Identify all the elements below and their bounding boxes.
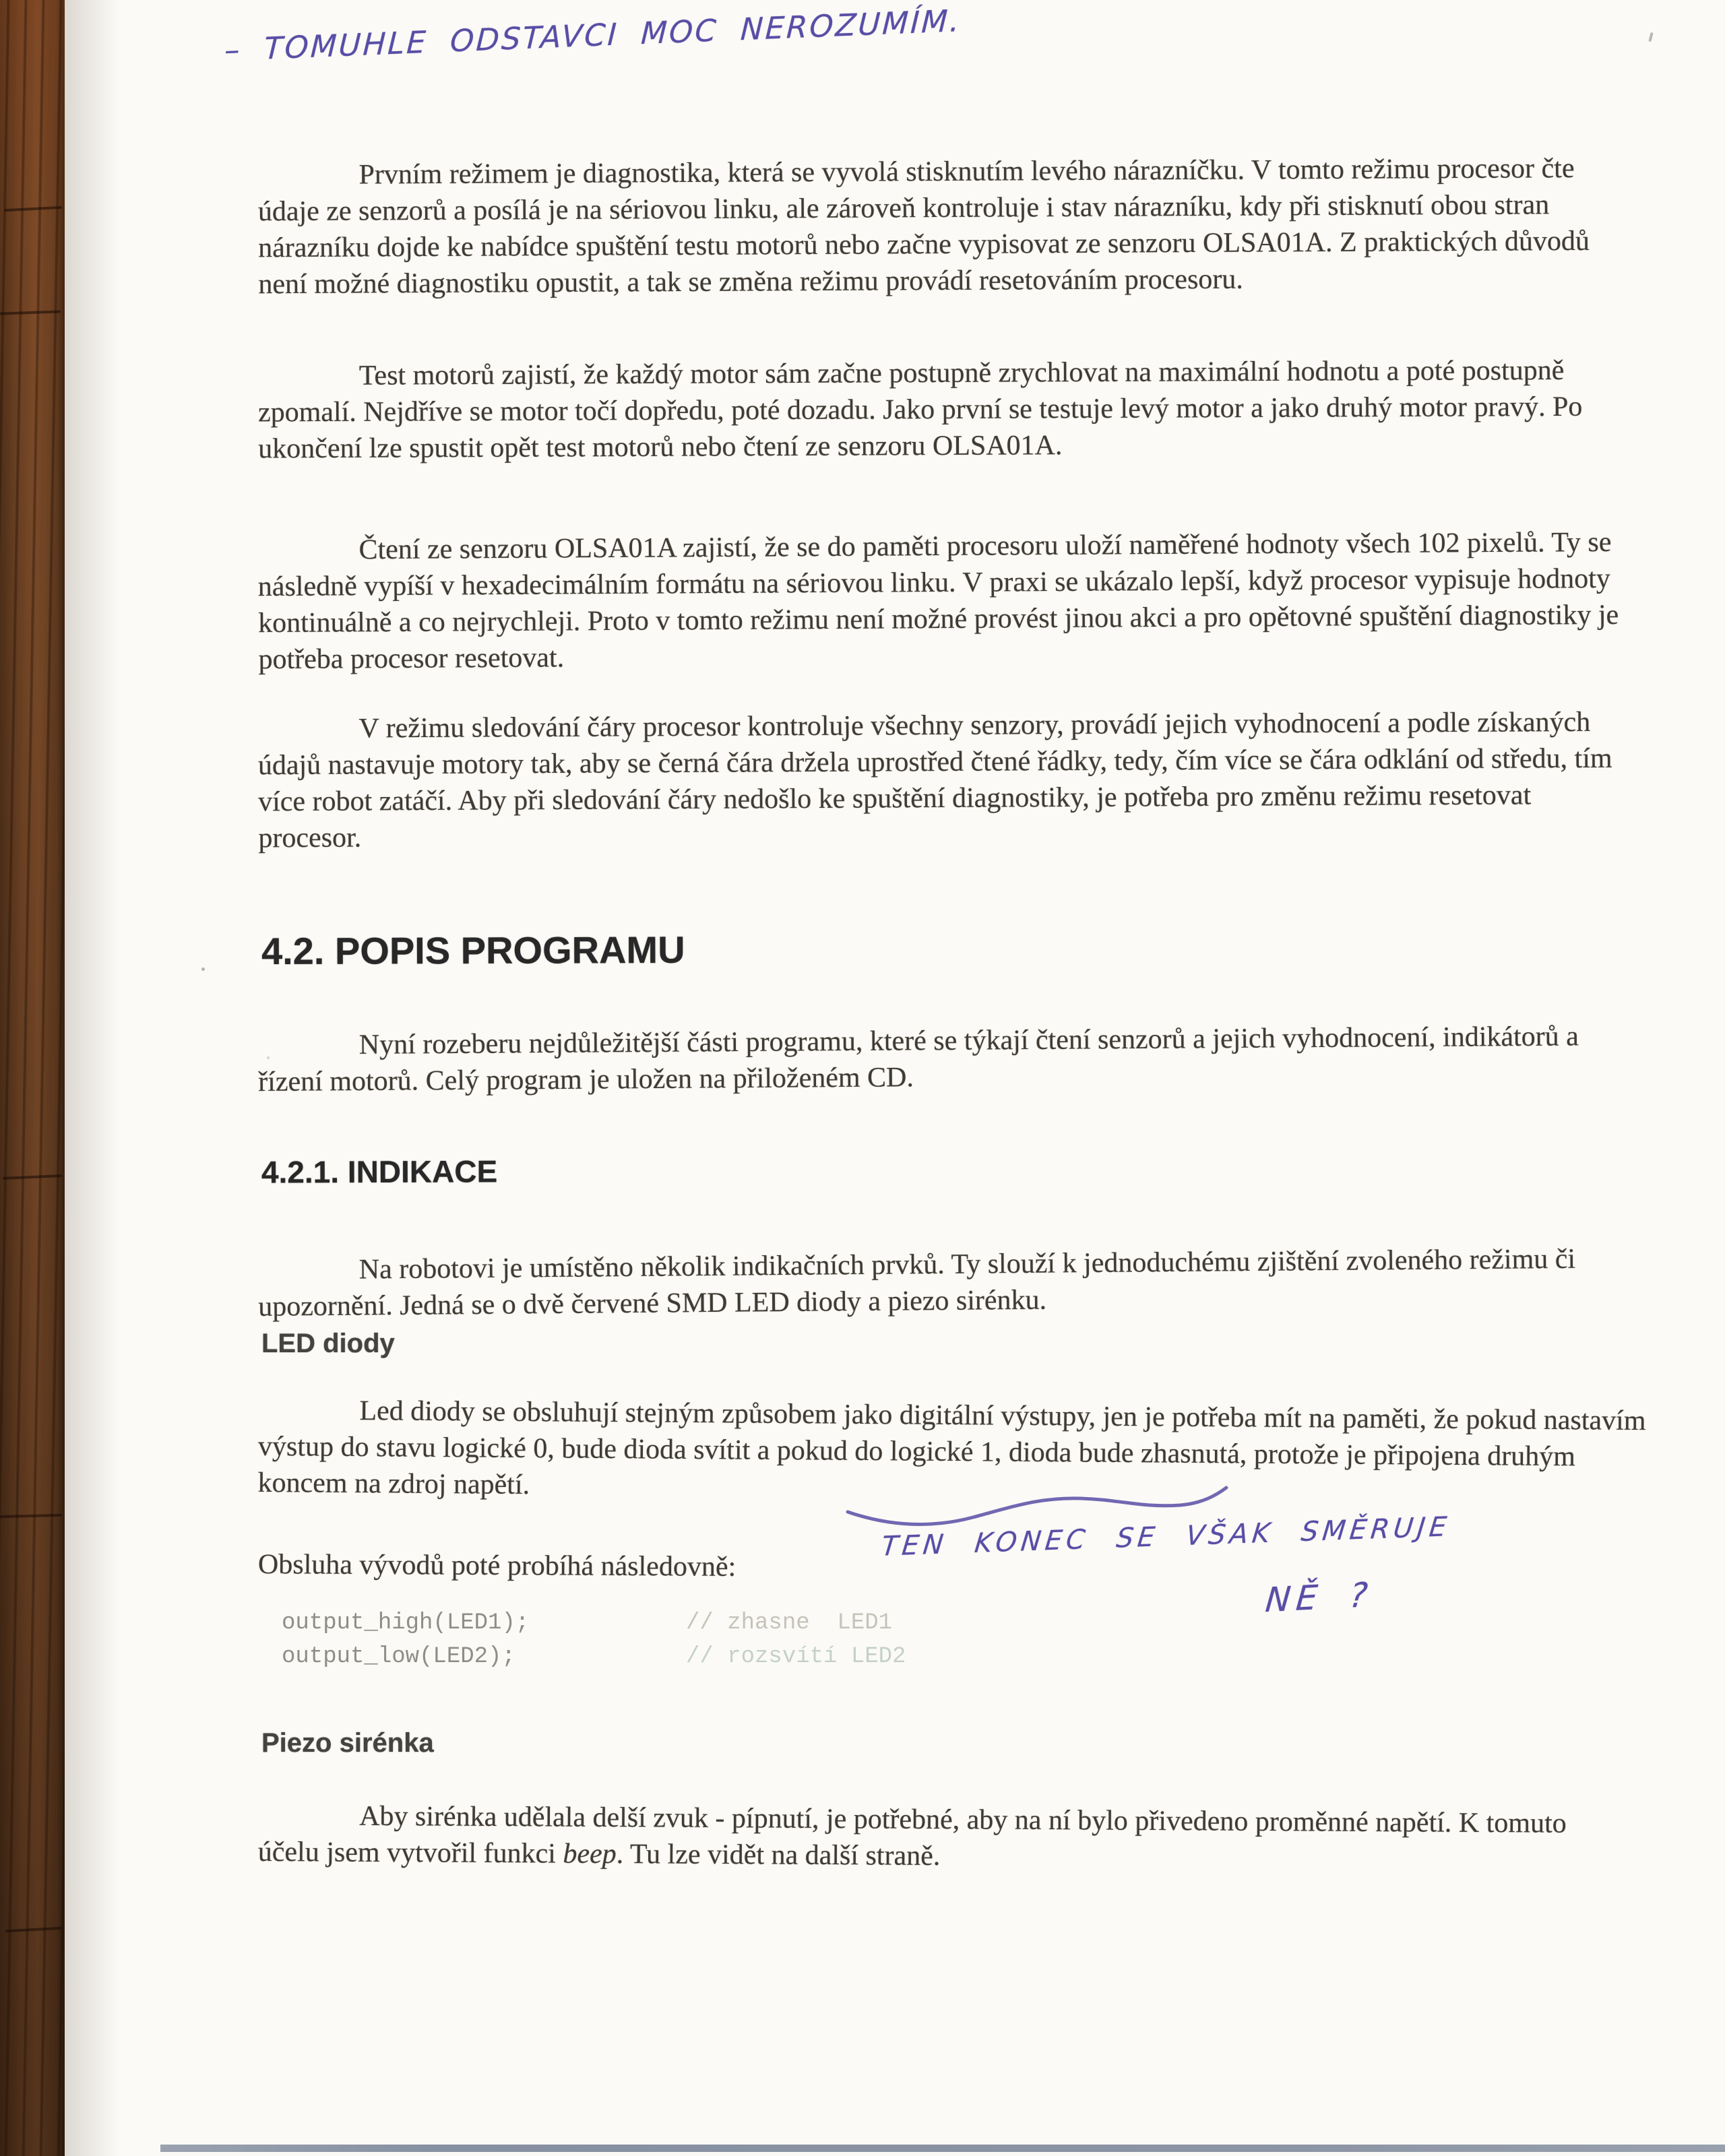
code-line-output-low: [282, 1644, 906, 1670]
scan-edge-line: [160, 2145, 1725, 2152]
paragraph-obsluha-vyvodu: Obsluha vývodů poté probíhá následovně:: [257, 1549, 736, 1583]
dust-speck: [201, 968, 205, 971]
paragraph-piezo-text-a: Aby sirénka udělala delší zvuk - pípnutí, je potřebné, aby na ní bylo přivedeno proměnné napětí. K tomuto účelu jsem vytvořil funkci: [257, 1800, 1567, 1870]
code-comment: // zhasne LED1: [686, 1610, 893, 1636]
handwritten-note-top: – TOMUHLE ODSTAVCI MOC NEROZUMÍM.: [224, 2, 962, 69]
dust-speck: [1648, 32, 1653, 42]
section-heading-indikace: 4.2.1. INDIKACE: [261, 1153, 498, 1190]
paragraph-piezo-text-b: . Tu lze vidět na další straně.: [616, 1839, 941, 1872]
paragraph-piezo-sirenka: [258, 1798, 1623, 1878]
handwritten-margin-note-line1: TEN KONEC SE VŠAK SMĚRUJE: [879, 1511, 1452, 1562]
paragraph-popis-programu: Nyní rozeberu nejdůležitější části programu, které se týkají čtení senzorů a jejich vyhodnocení, indikátorů a řízení motorů. Celý program je uložen na přiloženém CD.: [258, 1021, 1579, 1098]
paragraph-led-underlined-phrase: koncem na zdroj napětí.: [257, 1467, 530, 1501]
paragraph-diagnostika: Prvním režimem je diagnostika, která se vyvolá stisknutím levého nárazníčku. V tomto režimu procesor čte údaje ze senzorů a posílá je na sériovou linku, ale zároveň kontroluje i stav nárazníku, kdy při stisknutí obou stran nárazníku dojde ke nabídce spuštění testu motorů nebo začne vypisovat ze senzoru OLSA01A. Z praktických důvodů není možné diagnostiku opustit, a tak se změna režimu provádí resetováním procesoru.: [257, 153, 1590, 300]
paragraph-sledovani-cary: V režimu sledování čáry procesor kontroluje všechny senzory, provádí jejich vyhodnocení a podle získaných údajů nastavuje motory tak, aby se černá čára držela uprostřed čtené řádky, tedy, čím více se čára odklání od středu, tím více robot zatáčí. Aby při sledování čáry nedošlo ke spuštění diagnostiky, je potřeba pro změnu režimu resetovat procesor.: [257, 706, 1612, 854]
paper-edge-shadow: [65, 0, 119, 2156]
code-statement: output_low(LED2);: [282, 1644, 515, 1670]
paragraph-indikace: Na robotovi je umístěno několik indikačních prvků. Ty slouží k jednoduchému zjištění zvoleného režimu či upozornění. Jedná se o dvě červené SMD LED diody a piezo sirénku.: [258, 1243, 1576, 1323]
paragraph-test-motoru: Test motorů zajistí, že každý motor sám začne postupně zrychlovat na maximální hodnotu a poté postupně zpomalí. Nejdříve se motor točí dopředu, poté dozadu. Jako první se testuje levý motor a jako druhý motor pravý. Po ukončení lze spustit opět test motorů nebo čtení ze senzoru OLSA01A.: [257, 354, 1583, 465]
section-heading-popis-programu: 4.2. POPIS PROGRAMU: [261, 928, 685, 973]
dust-speck: [267, 1056, 270, 1059]
function-name-beep: beep: [563, 1838, 617, 1870]
subheading-piezo-sirenka: Piezo sirénka: [261, 1728, 434, 1758]
code-comment: // rozsvítí LED2: [686, 1644, 906, 1670]
code-statement: output_high(LED1);: [282, 1610, 530, 1636]
paragraph-cteni-senzoru: Čtení ze senzoru OLSA01A zajistí, že se do paměti procesoru uloží naměřené hodnoty všech 102 pixelů. Ty se následně vypíší v hexadecimálním formátu na sériovou linku. V praxi se ukázalo lepší, když procesor vypisuje hodnoty kontinuálně a co nejrychleji. Proto v tomto režimu není možné provést jinou akci a pro opětovné spuštění diagnostiky je potřeba procesor resetovat.: [257, 526, 1619, 676]
code-line-output-high: [282, 1610, 893, 1636]
paragraph-led-text: Led diody se obsluhují stejným způsobem jako digitální výstupy, jen je potřeba mít na paměti, že pokud nastavím výstup do stavu logické 0, bude dioda svítit a pokud do logické 1, dioda bude zhasnutá, protože je připojena druhým: [257, 1395, 1646, 1473]
wood-desk-edge: [0, 0, 65, 2156]
subheading-led-diody: LED diody: [261, 1329, 395, 1358]
handwritten-margin-note-line2: NĚ ?: [1263, 1575, 1375, 1620]
